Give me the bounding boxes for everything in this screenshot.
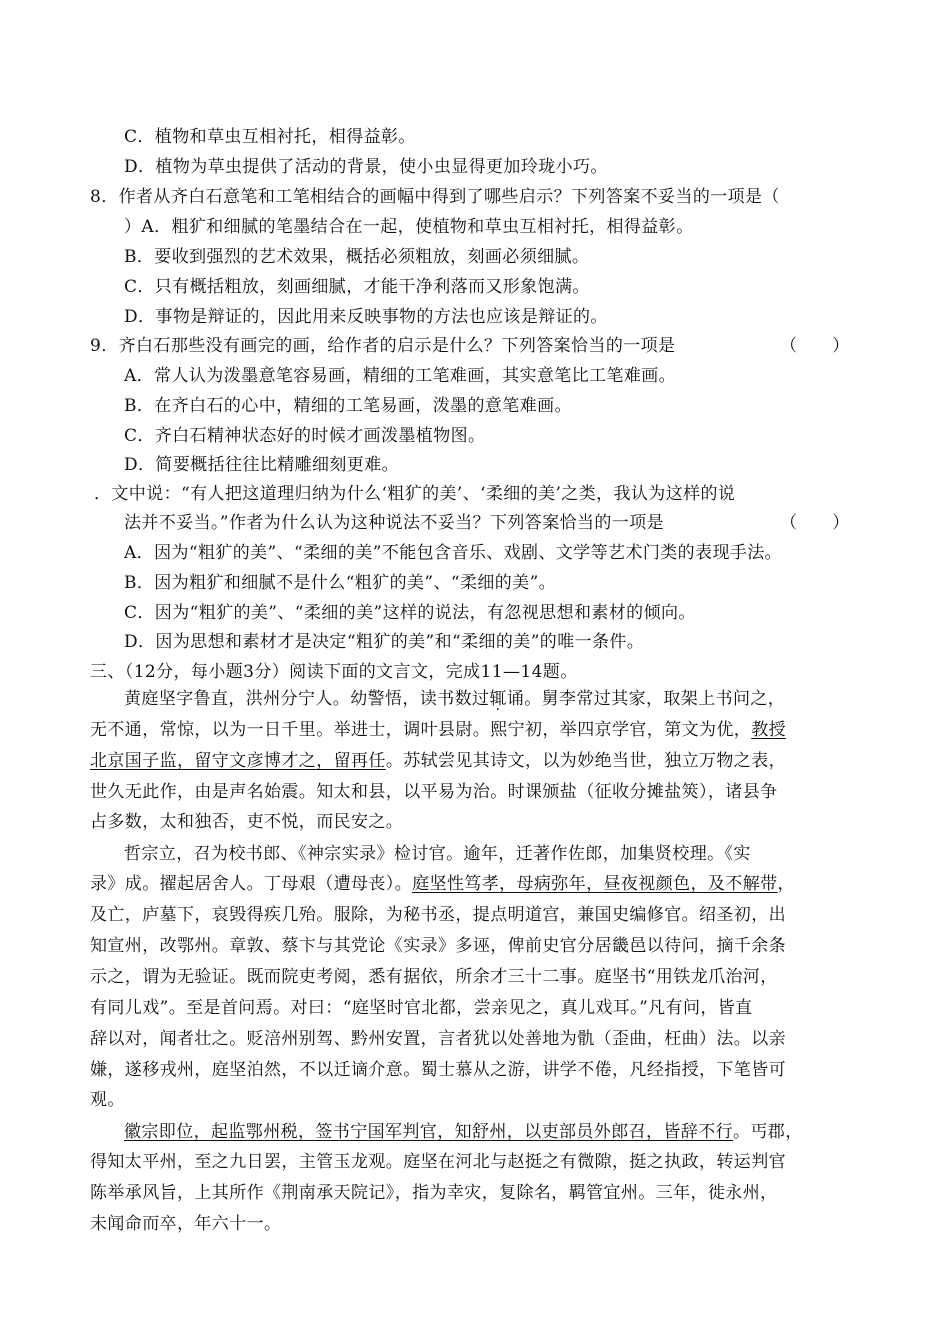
q8-stem-line1: 8．作者从齐白石意笔和工笔相结合的画幅中得到了哪些启示？下列答案不妥当的一项是（	[90, 187, 780, 207]
underlined-text: 庭坚性笃孝，母病弥年，昼夜视颜色，及不解带	[412, 874, 778, 894]
q9-option-c: C．齐白石精神状态好的时候才画泼墨植物图。	[124, 426, 486, 446]
passage-p3-line4: 未闻命而卒，年六十一。	[90, 1214, 282, 1234]
q7-option-d: D．植物为草虫提供了活动的背景，使小虫显得更加玲珑小巧。	[124, 157, 608, 177]
q10-stem-line1: ．文中说：“有人把这道理归纳为什么‘粗犷的美’、‘柔细的美’之类，我认为这样的说	[94, 484, 736, 504]
passage-p1-line3	[90, 750, 786, 772]
q9-option-d: D．简要概括往往比精雕细刻更难。	[124, 455, 400, 475]
section3-heading: 三、（12分，每小题3分）阅读下面的文言文，完成11—14题。	[90, 662, 578, 682]
q10-option-c: C．因为“粗犷的美”、“柔细的美”这样的说法，有忽视思想和素材的倾向。	[124, 603, 696, 623]
q10-answer-paren: （ ）	[780, 513, 850, 533]
passage-p3-line1	[124, 1121, 803, 1143]
q8-option-c: C．只有概括粗放，刻画细腻，才能干净利落而又形象饱满。	[124, 277, 590, 297]
q8-option-b: B．要收到强烈的艺术效果，概括必须粗放，刻画必须细腻。	[124, 247, 590, 267]
passage-p2-line5: 示之，谓为无验证。既而院吏考阅，悉有据依，所余才三十二事。庭坚书“用铁龙爪治河，	[90, 967, 778, 987]
q8-option-d: D．事物是辩证的，因此用来反映事物的方法也应该是辩证的。	[124, 307, 608, 327]
passage-p1-line2	[90, 719, 786, 741]
q10-stem-line2: 法并不妥当。”作者为什么认为这种说法不妥当？下列答案恰当的一项是	[124, 513, 664, 533]
underlined-text: 教授	[751, 720, 787, 740]
text-run: 黄庭坚字鲁直，洪州分宁人。幼警悟，读书数过	[124, 689, 490, 709]
passage-p2-line2	[90, 873, 795, 895]
text-run: 无不通，常惊，以为一日千里。举进士，调叶县尉。熙宁初，举四京学官，第文为优，	[90, 720, 752, 740]
passage-p2-line8: 嫌，遂移戎州，庭坚泊然，不以迁谪介意。蜀士慕从之游，讲学不倦，凡经指授，下笔皆可	[90, 1060, 786, 1080]
underlined-text: 徽宗即位，起监鄂州税，签书宁国军判官，知舒州，以吏部员外郎召，皆辞不行	[124, 1122, 733, 1142]
passage-p1-line1	[124, 688, 785, 710]
passage-p3-line2: 得知太平州，至之九日罢，主管玉龙观。庭坚在河北与赵挺之有微隙，挺之执政，转运判官	[90, 1152, 786, 1172]
passage-p2-line3: 及亡，庐墓下，哀毁得疾几殆。服除，为秘书丞，提点明道宫，兼国史编修官。绍圣初，出	[90, 905, 786, 925]
q10-option-b: B．因为粗犷和细腻不是什么“粗犷的美”、“柔细的美”。	[124, 573, 557, 593]
passage-p1-line4: 世久无此作，由是声名始震。知太和县，以平易为治。时课颁盐（征收分摊盐筴），诸县争	[90, 782, 778, 802]
q10-option-d: D．因为思想和素材才是决定“粗犷的美”和“柔细的美”的唯一条件。	[124, 632, 645, 652]
dotted-char: 辄	[489, 689, 507, 709]
q7-option-c: C．植物和草虫互相衬托，相得益彰。	[124, 127, 416, 147]
q9-option-b: B．在齐白石的心中，精细的工笔易画，泼墨的意笔难画。	[124, 396, 572, 416]
q9-option-a: A．常人认为泼墨意笔容易画，精细的工笔难画，其实意笔比工笔难画。	[124, 366, 677, 386]
q9-answer-paren: （ ）	[780, 336, 850, 356]
passage-p2-line6: 有同儿戏”。至是首问焉。对曰：“庭坚时官北都，尝亲见之，真儿戏耳。”凡有问，皆直	[90, 998, 753, 1018]
passage-p1-line5: 占多数，太和独否，吏不悦，而民安之。	[90, 812, 404, 832]
q8-stem-line2: ）A．粗犷和细腻的笔墨结合在一起，使植物和草虫互相衬托，相得益彰。	[124, 217, 694, 237]
text-run: 录》成。擢起居舍人。丁母艰（遭母丧）。	[90, 874, 413, 894]
q9-stem: 9．齐白石那些没有画完的画，给作者的启示是什么？下列答案恰当的一项是	[90, 336, 676, 356]
passage-p2-line4: 知宣州，改鄂州。章敦、蔡卞与其党论《实录》多诬，俾前史官分居畿邑以待问，摘千余条	[90, 936, 786, 956]
text-run: 。丐郡，	[733, 1122, 803, 1142]
text-run: 。苏轼尝见其诗文，以为妙绝当世，独立万物之表，	[385, 751, 787, 771]
text-run: 诵。舅李常过其家，取架上书问之，	[506, 689, 786, 709]
underlined-text: 北京国子监，留守文彦博才之，留再任	[90, 751, 386, 771]
passage-p2-line9: 观。	[90, 1090, 125, 1110]
passage-p3-line3: 陈举承风旨，上其所作《荆南承天院记》，指为幸灾，复除名，羁管宜州。三年，徙永州，	[90, 1183, 778, 1203]
q10-option-a: A．因为“粗犷的美”、“柔细的美”不能包含音乐、戏剧、文学等艺术门类的表现手法。	[124, 543, 783, 563]
text-run: ，	[777, 874, 795, 894]
passage-p2-line7: 辞以对，闻者壮之。贬涪州别驾、黔州安置，言者犹以处善地为骩（歪曲，枉曲）法。以亲	[90, 1029, 786, 1049]
passage-p2-line1: 哲宗立，召为校书郎、《神宗实录》检讨官。逾年，迁著作佐郎，加集贤校理。《实	[124, 844, 751, 864]
